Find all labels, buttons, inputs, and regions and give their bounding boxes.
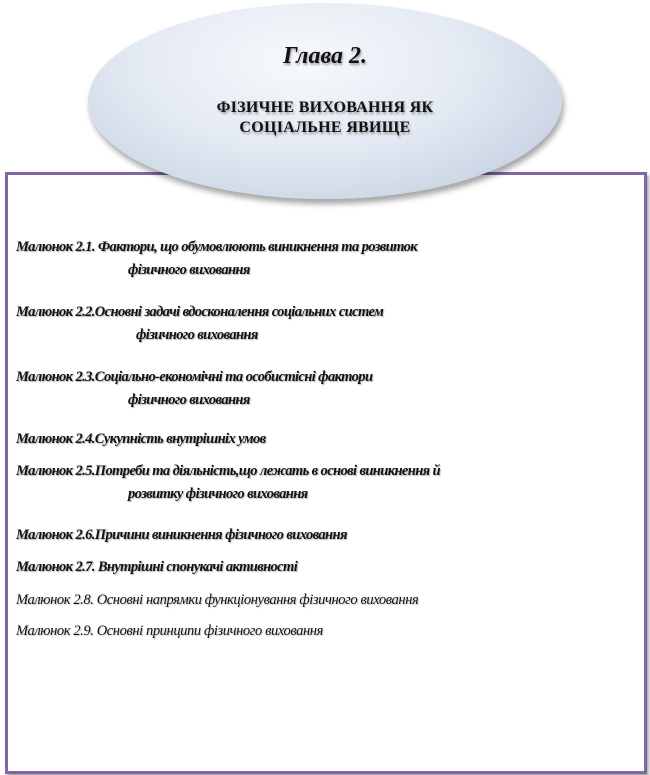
- chapter-subtitle: [88, 98, 562, 138]
- figure-title: Малюнок 2.3.Соціально-економічні та особистісні фактори: [16, 369, 373, 385]
- figure-title: Малюнок 2.7. Внутрішні спонукачі активності: [16, 559, 298, 575]
- chapter-subtitle-line1: ФІЗИЧНЕ ВИХОВАННЯ ЯК: [216, 99, 434, 116]
- figure-item-2-8: [16, 589, 418, 612]
- figure-item-2-3: [16, 366, 372, 412]
- figure-title: Малюнок 2.1. Фактори, що обумовлюють виникнення та розвиток: [16, 239, 418, 255]
- chapter-header-oval: [88, 3, 562, 199]
- figure-title-continuation: фізичного виховання: [128, 262, 250, 278]
- figure-title: Малюнок 2.8. Основні напрямки функціонування фізичного виховання: [16, 592, 419, 608]
- figure-title: Малюнок 2.4.Сукупність внутрішніх умов: [16, 431, 266, 447]
- chapter-subtitle-line2: СОЦІАЛЬНЕ ЯВИЩЕ: [239, 119, 411, 136]
- figure-item-2-4: [16, 428, 265, 451]
- figure-item-2-2: [16, 301, 383, 347]
- figure-title-continuation: фізичного виховання: [136, 327, 258, 343]
- figure-title: Малюнок 2.6.Причини виникнення фізичного виховання: [16, 527, 347, 543]
- figure-title: Малюнок 2.2.Основні задачі вдосконалення соціальних систем: [16, 304, 384, 320]
- chapter-title: Глава 2.: [282, 43, 368, 69]
- figure-title-continuation: розвитку фізичного виховання: [128, 486, 308, 502]
- figure-title: Малюнок 2.9. Основні принципи фізичного виховання: [16, 623, 323, 639]
- figure-item-2-1: [16, 236, 417, 282]
- figure-item-2-9: [16, 620, 323, 643]
- figure-item-2-5: [16, 460, 440, 506]
- figure-item-2-7: [16, 556, 297, 579]
- figure-title-continuation: фізичного виховання: [128, 392, 250, 408]
- figure-title: Малюнок 2.5.Потреби та діяльність,що лежать в основі виникнення й: [16, 463, 441, 479]
- figure-item-2-6: [16, 524, 347, 547]
